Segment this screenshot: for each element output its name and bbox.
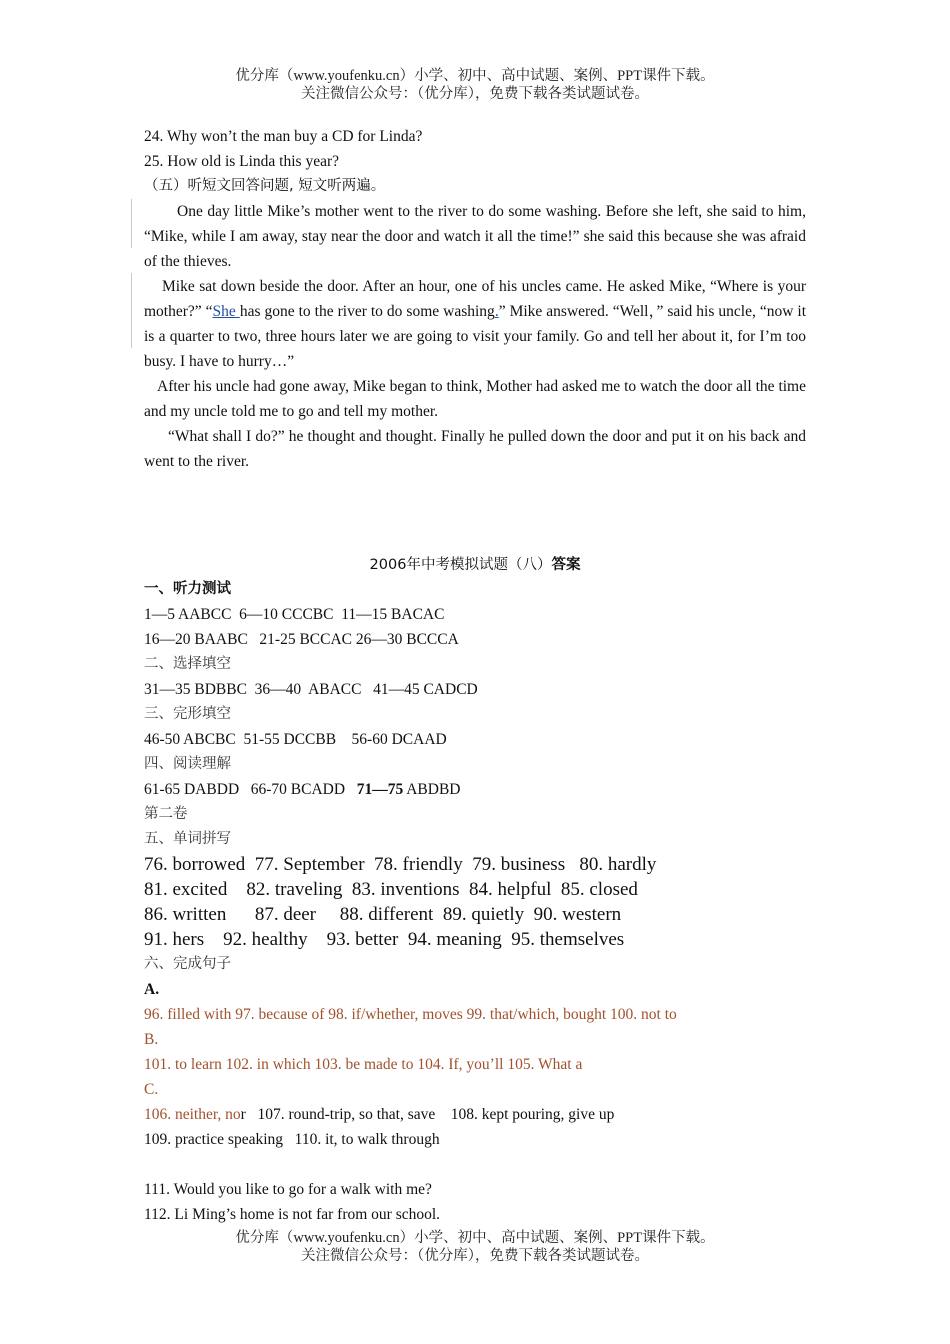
group-label-b: B. <box>144 1031 159 1048</box>
section-5-answers-heading: 五、单词拼写 <box>144 831 231 847</box>
answer-row: 31—35 BDBBC 36—40 ABACC 41—45 CADCD <box>144 681 478 698</box>
answers-title <box>144 552 806 577</box>
answer-text: 61-65 DABDD 66-70 BCADD <box>144 781 357 798</box>
section-4-heading: 四、阅读理解 <box>144 756 231 772</box>
answer-row: 1—5 AABCC 6—10 CCCBC 11—15 BACAC <box>144 606 445 623</box>
answer-range-bold: 71—75 <box>356 781 404 798</box>
question-25: 25. How old is Linda this year? <box>144 153 340 170</box>
paper-2-heading: 第二卷 <box>144 806 188 822</box>
spelling-row: 81. excited 82. traveling 83. inventions 84. helpful 85. closed <box>144 879 638 900</box>
spelling-row: 91. hers 92. healthy 93. better 94. meaning 95. themselves <box>144 929 625 950</box>
section-5-heading: （五）听短文回答问题, 短文听两遍。 <box>144 178 386 194</box>
passage-paragraph-4: “What shall I do?” he thought and thought. Finally he pulled down the door and put it on his back and went to the river. <box>144 428 806 470</box>
spelling-row: 76. borrowed 77. September 78. friendly 79. business 80. hardly <box>144 854 657 875</box>
group-label-text: A. <box>144 981 160 998</box>
footer-line-1: 优分库（www.youfenku.cn）小学、初中、高中试题、案例、PPT课件下载。 <box>235 1230 715 1246</box>
page-header <box>0 67 950 103</box>
answer-text: r 107. round-trip, so that, save 108. kept pouring, give up <box>240 1106 615 1123</box>
group-label-a <box>144 977 806 1002</box>
footer-line-2: 关注微信公众号：（优分库），免费下载各类试题试卷。 <box>301 1248 649 1264</box>
question-24: 24. Why won’t the man buy a CD for Linda? <box>144 128 423 145</box>
page-footer <box>0 1229 950 1265</box>
section-1-heading: 一、听力测试 <box>144 581 231 597</box>
passage-text: Mike sat down beside the door. After an hour, one of his uncles came. He asked Mike, “Where is your mother?” “ <box>144 278 806 320</box>
header-line-2: 关注微信公众号：（优分库），免费下载各类试题试卷。 <box>301 86 649 102</box>
header-line-1: 优分库（www.youfenku.cn）小学、初中、高中试题、案例、PPT课件下载。 <box>235 68 715 84</box>
revision-link: She <box>212 303 240 320</box>
answer-row-a: 96. filled with 97. because of 98. if/whether, moves 99. that/which, bought 100. not to <box>144 1006 677 1023</box>
section-2-heading: 二、选择填空 <box>144 656 231 672</box>
answer-text: ABDBD <box>403 781 461 798</box>
answer-row-b: 101. to learn 102. in which 103. be made to 104. If, you’ll 105. What a <box>144 1056 583 1073</box>
answer-row: 109. practice speaking 110. it, to walk through <box>144 1131 440 1148</box>
passage-paragraph-3: After his uncle had gone away, Mike began to think, Mother had asked me to watch the door all the time and my uncle told me to go and tell my mother. <box>144 378 806 420</box>
answer-row: 111. Would you like to go for a walk with me? <box>144 1181 432 1198</box>
answers-title-text: 2006年中考模拟试题（八） <box>369 557 552 573</box>
answer-text-brown: 106. neither, no <box>144 1106 241 1123</box>
document-body <box>144 124 806 1227</box>
section-6-heading: 六、完成句子 <box>144 956 231 972</box>
answer-row: 16—20 BAABC 21-25 BCCAC 26—30 BCCCA <box>144 631 459 648</box>
answer-row-c <box>144 1102 806 1127</box>
spelling-row: 86. written 87. deer 88. different 89. quietly 90. western <box>144 904 622 925</box>
passage-text: has gone to the river to do some washing <box>239 303 495 320</box>
group-label-c: C. <box>144 1081 159 1098</box>
passage-paragraph-1: One day little Mike’s mother went to the river to do some washing. Before she left, she said to him, “Mike, while I am away, stay near the door and watch it all the time!” she said this because she was afraid of the thieves. <box>144 203 806 270</box>
passage-text: ” Mike answered. “Well，” said his uncle, “now it is a quarter to two, three hours later we are going to visit your family. Go and tell her about it, for I’m too busy. I have to hurry…” <box>144 303 807 370</box>
passage-paragraph-2 <box>144 274 806 374</box>
answer-row: 46-50 ABCBC 51-55 DCCBB 56-60 DCAAD <box>144 731 447 748</box>
revision-bar <box>131 273 132 348</box>
section-3-heading: 三、完形填空 <box>144 706 231 722</box>
revision-bar <box>131 199 132 248</box>
answer-row: 112. Li Ming’s home is not far from our school. <box>144 1206 441 1223</box>
answers-title-suffix: 答案 <box>551 557 581 573</box>
revision-mark: . <box>494 303 499 320</box>
answer-row <box>144 777 806 802</box>
